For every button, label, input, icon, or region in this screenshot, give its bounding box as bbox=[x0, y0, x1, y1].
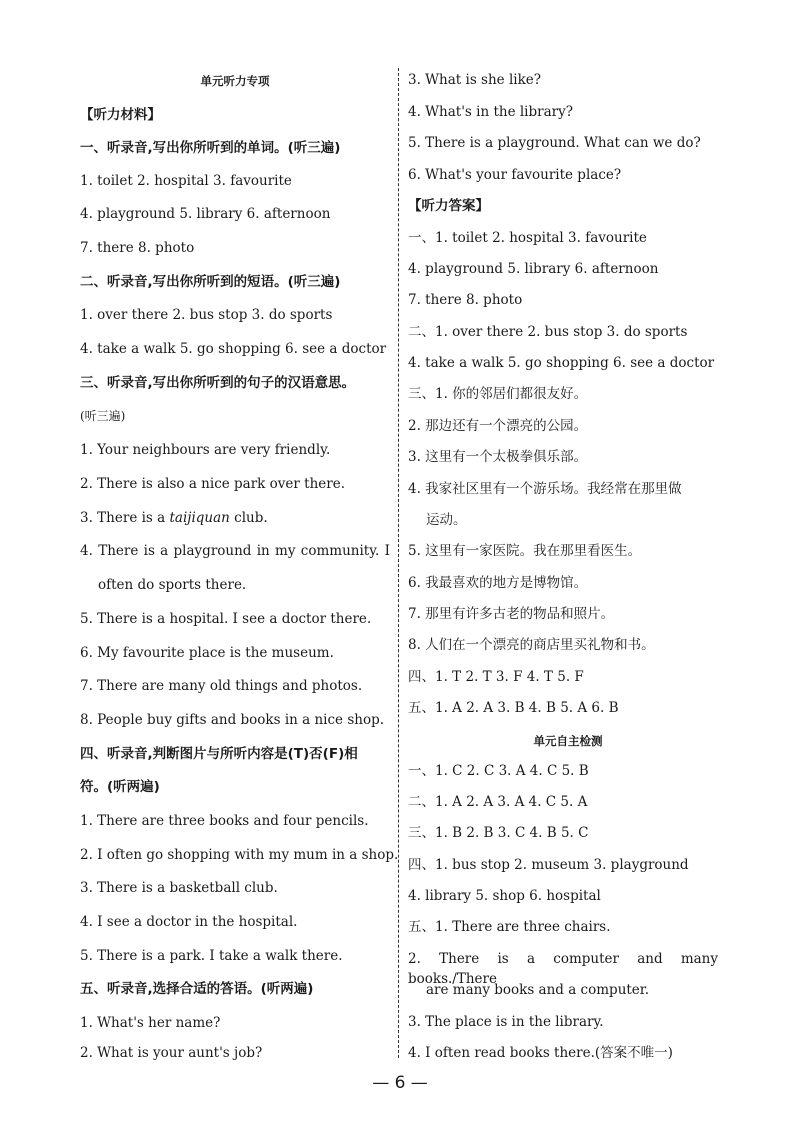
test-line: 2. There is a computer and many books./There bbox=[408, 951, 718, 987]
sec4-heading-cont: 符。(听两遍) bbox=[80, 779, 160, 795]
sec3-line: 3. There is a taijiquan club. bbox=[80, 510, 268, 526]
sec5-line: 2. What is your aunt's job? bbox=[80, 1045, 263, 1061]
answer-line: 4. take a walk 5. go shopping 6. see a doctor bbox=[408, 355, 715, 371]
sec3-heading: 三、听录音,写出你所听到的句子的汉语意思。 bbox=[80, 375, 356, 391]
section-title: 单元听力专项 bbox=[200, 74, 270, 88]
answer-line: 四、1. T 2. T 3. F 4. T 5. F bbox=[408, 669, 584, 685]
answer-line: 一、1. toilet 2. hospital 3. favourite bbox=[408, 230, 647, 246]
sec1-heading: 一、听录音,写出你所听到的单词。(听三遍) bbox=[80, 140, 341, 156]
sec3-line: 5. There is a hospital. I see a doctor there. bbox=[80, 611, 372, 627]
material-header: 【听力材料】 bbox=[80, 107, 161, 123]
answer-line: 6. 我最喜欢的地方是博物馆。 bbox=[408, 575, 588, 591]
sec2-heading: 二、听录音,写出你所听到的短语。(听三遍) bbox=[80, 274, 341, 290]
sec3-line: 7. There are many old things and photos. bbox=[80, 678, 363, 694]
sec3-line: 6. My favourite place is the museum. bbox=[80, 645, 334, 661]
answer-line: 5. 这里有一家医院。我在那里看医生。 bbox=[408, 543, 642, 559]
page-number: — 6 — bbox=[372, 1073, 428, 1093]
sec3-line: 2. There is also a nice park over there. bbox=[80, 476, 345, 492]
sec5-line: 1. What's her name? bbox=[80, 1015, 221, 1031]
sec5-line: 5. There is a playground. What can we do? bbox=[408, 135, 701, 151]
sec4-line: 3. There is a basketball club. bbox=[80, 880, 278, 896]
sec5-line: 6. What's your favourite place? bbox=[408, 167, 622, 183]
test-line-cont: are many books and a computer. bbox=[426, 982, 650, 998]
answer-line: 4. playground 5. library 6. afternoon bbox=[408, 261, 659, 277]
answer-line: 二、1. over there 2. bus stop 3. do sports bbox=[408, 324, 688, 340]
sec4-line: 4. I see a doctor in the hospital. bbox=[80, 914, 298, 930]
sec3-line: 4. There is a playground in my community. I bbox=[80, 543, 390, 559]
sec4-heading: 四、听录音,判断图片与所听内容是(T)否(F)相 bbox=[80, 746, 358, 762]
answer-line: 3. 这里有一个太极拳俱乐部。 bbox=[408, 449, 588, 465]
answer-line: 2. 那边还有一个漂亮的公园。 bbox=[408, 418, 588, 434]
sec5-line: 4. What's in the library? bbox=[408, 104, 573, 120]
sec1-line: 1. toilet 2. hospital 3. favourite bbox=[80, 173, 292, 189]
sec1-line: 7. there 8. photo bbox=[80, 240, 195, 256]
answer-line: 7. there 8. photo bbox=[408, 292, 523, 308]
test-line: 一、1. C 2. C 3. A 4. C 5. B bbox=[408, 763, 589, 779]
answer-line: 8. 人们在一个漂亮的商店里买礼物和书。 bbox=[408, 637, 655, 653]
sec5-heading: 五、听录音,选择合适的答语。(听两遍) bbox=[80, 981, 314, 997]
answer-line: 五、1. A 2. A 3. B 4. B 5. A 6. B bbox=[408, 700, 619, 716]
answer-line: 三、1. 你的邻居们都很友好。 bbox=[408, 386, 588, 402]
sec2-line: 4. take a walk 5. go shopping 6. see a doctor bbox=[80, 341, 387, 357]
answer-line: 4. 我家社区里有一个游乐场。我经常在那里做 bbox=[408, 481, 682, 497]
test-line: 二、1. A 2. A 3. A 4. C 5. A bbox=[408, 794, 588, 810]
test-line: 4. I often read books there.(答案不唯一) bbox=[408, 1045, 673, 1061]
sec3-line-cont: often do sports there. bbox=[98, 577, 247, 593]
test-title: 单元自主检测 bbox=[533, 734, 603, 748]
test-line: 四、1. bus stop 2. museum 3. playground bbox=[408, 857, 689, 873]
sec4-line: 1. There are three books and four pencils. bbox=[80, 813, 369, 829]
test-line: 4. library 5. shop 6. hospital bbox=[408, 888, 601, 904]
sec2-line: 1. over there 2. bus stop 3. do sports bbox=[80, 307, 333, 323]
answer-line: 7. 那里有许多古老的物品和照片。 bbox=[408, 606, 615, 622]
sec4-line: 2. I often go shopping with my mum in a shop. bbox=[80, 847, 399, 863]
sec3-line: 8. People buy gifts and books in a nice shop. bbox=[80, 712, 385, 728]
column-divider bbox=[398, 68, 399, 1058]
sec4-line: 5. There is a park. I take a walk there. bbox=[80, 948, 343, 964]
answers-header: 【听力答案】 bbox=[408, 198, 489, 214]
sec3-line: 1. Your neighbours are very friendly. bbox=[80, 442, 331, 458]
test-line: 三、1. B 2. B 3. C 4. B 5. C bbox=[408, 825, 589, 841]
sec5-line: 3. What is she like? bbox=[408, 72, 541, 88]
test-line: 3. The place is in the library. bbox=[408, 1014, 604, 1030]
sec1-line: 4. playground 5. library 6. afternoon bbox=[80, 206, 331, 222]
sec3-heading-cont: (听三遍) bbox=[80, 409, 126, 423]
answer-line-cont: 运动。 bbox=[426, 512, 467, 528]
test-line: 五、1. There are three chairs. bbox=[408, 919, 611, 935]
